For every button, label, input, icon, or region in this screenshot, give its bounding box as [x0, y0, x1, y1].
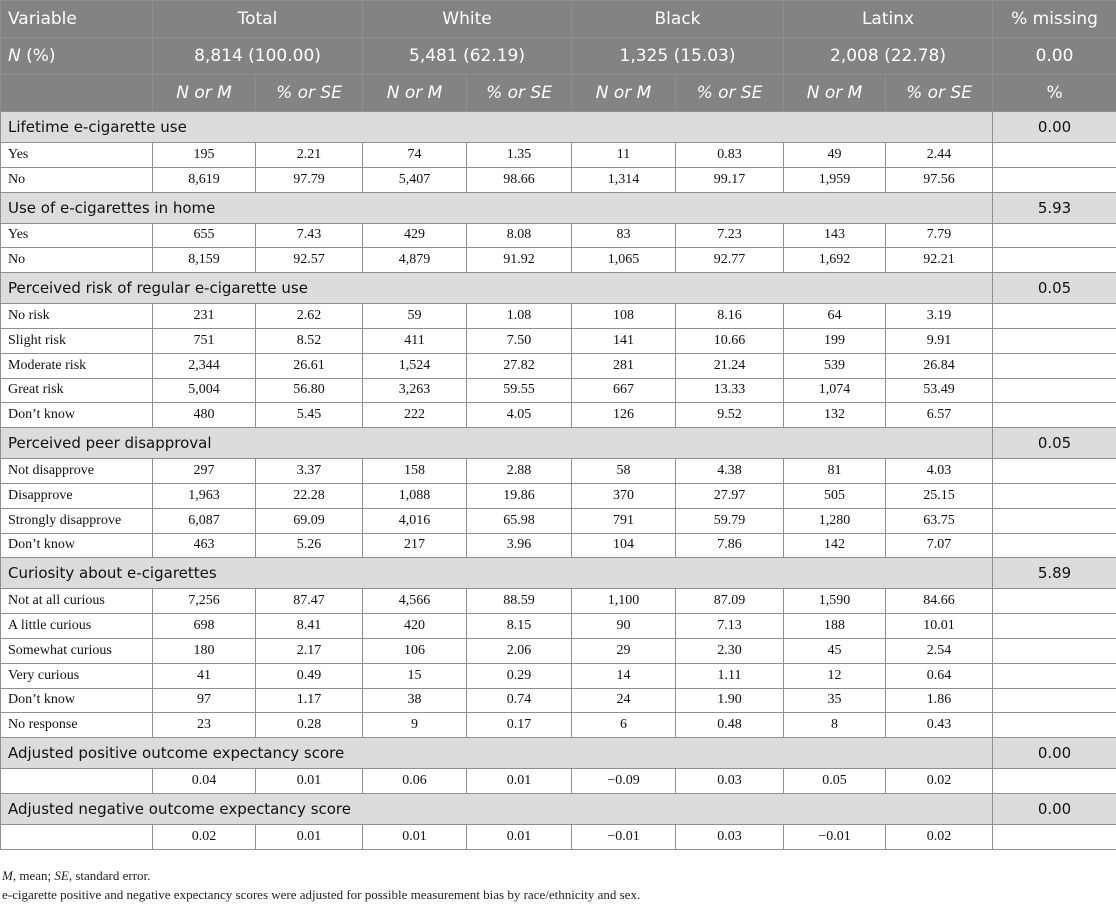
table-cell: 1.35 [467, 143, 572, 168]
table-row [1, 769, 1116, 794]
table-cell: 87.09 [676, 589, 784, 614]
n-total: 8,814 (100.00) [153, 38, 363, 75]
table-cell: 4.38 [676, 459, 784, 484]
table-cell: 7.13 [676, 614, 784, 639]
table-cell: 2.54 [886, 638, 993, 663]
missing-cell [993, 143, 1116, 168]
table-cell: 8,159 [153, 248, 256, 273]
row-label: Don’t know [1, 533, 153, 558]
missing-header: % missing [993, 1, 1116, 38]
row-label: Yes [1, 223, 153, 248]
table-cell: 463 [153, 533, 256, 558]
missing-cell [993, 663, 1116, 688]
table-cell: 21.24 [676, 353, 784, 378]
section-row [1, 192, 1116, 223]
table-row [1, 589, 1116, 614]
table-cell: 25.15 [886, 483, 993, 508]
table-cell: 23 [153, 713, 256, 738]
note-m: M [2, 868, 13, 883]
table-cell: 45 [784, 638, 886, 663]
table-cell: 35 [784, 688, 886, 713]
table-cell: 126 [572, 403, 676, 428]
table-cell: 19.86 [467, 483, 572, 508]
table-cell: 1,959 [784, 167, 886, 192]
table-cell: 143 [784, 223, 886, 248]
table-cell: 8.41 [256, 614, 363, 639]
row-label: No [1, 248, 153, 273]
table-cell: 0.64 [886, 663, 993, 688]
table-row [1, 459, 1116, 484]
n-latinx: 2,008 (22.78) [784, 38, 993, 75]
table-cell: 8 [784, 713, 886, 738]
table-cell: 5.26 [256, 533, 363, 558]
table-cell: 7.43 [256, 223, 363, 248]
table-cell: 420 [363, 614, 467, 639]
table-cell: 84.66 [886, 589, 993, 614]
table-cell: 97 [153, 688, 256, 713]
table-cell: 13.33 [676, 378, 784, 403]
table-cell: 26.84 [886, 353, 993, 378]
section-missing: 0.00 [993, 112, 1116, 143]
missing-cell [993, 223, 1116, 248]
header-row-n [1, 38, 1116, 75]
table-cell: 63.75 [886, 508, 993, 533]
section-missing: 0.00 [993, 738, 1116, 769]
table-row [1, 378, 1116, 403]
missing-cell [993, 304, 1116, 329]
table-cell: 4.03 [886, 459, 993, 484]
n-percent-label [1, 38, 153, 75]
group-header-white: White [363, 1, 572, 38]
table-cell: 8.15 [467, 614, 572, 639]
table-cell: 0.01 [256, 824, 363, 849]
table-cell: 3.37 [256, 459, 363, 484]
row-label: Very curious [1, 663, 153, 688]
section-row [1, 793, 1116, 824]
table-cell: 222 [363, 403, 467, 428]
header-row-groups [1, 1, 1116, 38]
table-cell: 281 [572, 353, 676, 378]
section-title: Curiosity about e-cigarettes [1, 558, 993, 589]
table-cell: 667 [572, 378, 676, 403]
table-cell: 15 [363, 663, 467, 688]
sub-header-pct-black: % or SE [676, 75, 784, 112]
group-header-total: Total [153, 1, 363, 38]
n-label-rest: (%) [20, 46, 56, 66]
table-cell: 92.21 [886, 248, 993, 273]
table-cell: 11 [572, 143, 676, 168]
table-cell: 10.66 [676, 328, 784, 353]
table-cell: 97.56 [886, 167, 993, 192]
table-cell: 0.01 [363, 824, 467, 849]
table-cell: 195 [153, 143, 256, 168]
table-cell: 2.06 [467, 638, 572, 663]
table-cell: 27.82 [467, 353, 572, 378]
group-header-latinx: Latinx [784, 1, 993, 38]
table-cell: 411 [363, 328, 467, 353]
table-cell: 97.79 [256, 167, 363, 192]
table-cell: 0.28 [256, 713, 363, 738]
table-cell: 791 [572, 508, 676, 533]
missing-cell [993, 589, 1116, 614]
table-cell: 0.74 [467, 688, 572, 713]
section-row [1, 273, 1116, 304]
table-cell: 38 [363, 688, 467, 713]
section-missing: 5.93 [993, 192, 1116, 223]
missing-cell [993, 353, 1116, 378]
table-cell: 90 [572, 614, 676, 639]
table-cell: 1,280 [784, 508, 886, 533]
row-label: No [1, 167, 153, 192]
table-cell: 142 [784, 533, 886, 558]
table-cell: 2.30 [676, 638, 784, 663]
table-cell: 0.01 [467, 824, 572, 849]
section-title: Use of e-cigarettes in home [1, 192, 993, 223]
table-cell: −0.01 [572, 824, 676, 849]
table-cell: 104 [572, 533, 676, 558]
row-label: Strongly disapprove [1, 508, 153, 533]
table-cell: 0.03 [676, 769, 784, 794]
table-cell: 2.44 [886, 143, 993, 168]
table-cell: 41 [153, 663, 256, 688]
table-cell: 58 [572, 459, 676, 484]
table-row [1, 304, 1116, 329]
table-cell: 83 [572, 223, 676, 248]
section-row [1, 558, 1116, 589]
sub-header-blank [1, 75, 153, 112]
section-row [1, 112, 1116, 143]
table-cell: 199 [784, 328, 886, 353]
table-cell: 188 [784, 614, 886, 639]
table-row [1, 824, 1116, 849]
table-cell: 0.02 [886, 769, 993, 794]
row-label: A little curious [1, 614, 153, 639]
table-row [1, 223, 1116, 248]
sub-header-pct-latinx: % or SE [886, 75, 993, 112]
table-cell: 1,590 [784, 589, 886, 614]
table-cell: 6,087 [153, 508, 256, 533]
table-cell: 1,314 [572, 167, 676, 192]
section-row [1, 738, 1116, 769]
sub-header-n-latinx: N or M [784, 75, 886, 112]
table-cell: 9.91 [886, 328, 993, 353]
table-row [1, 533, 1116, 558]
row-label [1, 824, 153, 849]
header-row-sub [1, 75, 1116, 112]
row-label: Not at all curious [1, 589, 153, 614]
missing-cell [993, 713, 1116, 738]
missing-cell [993, 614, 1116, 639]
n-label-italic: N [8, 46, 21, 66]
table-cell: 53.49 [886, 378, 993, 403]
section-missing: 0.05 [993, 273, 1116, 304]
table-cell: 1.90 [676, 688, 784, 713]
missing-cell [993, 248, 1116, 273]
variable-header: Variable [1, 1, 153, 38]
table-cell: 1,963 [153, 483, 256, 508]
table-cell: 8.16 [676, 304, 784, 329]
table-cell: 4,879 [363, 248, 467, 273]
table-cell: 2,344 [153, 353, 256, 378]
missing-cell [993, 328, 1116, 353]
table-cell: 1.17 [256, 688, 363, 713]
table-cell: 12 [784, 663, 886, 688]
table-cell: 8.08 [467, 223, 572, 248]
table-notes [2, 866, 1112, 904]
table-cell: 0.02 [886, 824, 993, 849]
table-cell: 5,004 [153, 378, 256, 403]
table-cell: 0.01 [256, 769, 363, 794]
table-cell: 480 [153, 403, 256, 428]
table-cell: 1,692 [784, 248, 886, 273]
row-label: Moderate risk [1, 353, 153, 378]
table-cell: 231 [153, 304, 256, 329]
n-black: 1,325 (15.03) [572, 38, 784, 75]
table-cell: 180 [153, 638, 256, 663]
table-cell: 1,065 [572, 248, 676, 273]
table-cell: 141 [572, 328, 676, 353]
table-cell: 1,074 [784, 378, 886, 403]
row-label: Disapprove [1, 483, 153, 508]
table-row [1, 638, 1116, 663]
missing-cell [993, 769, 1116, 794]
table-cell: 1,088 [363, 483, 467, 508]
table-cell: 2.62 [256, 304, 363, 329]
table-cell: 92.57 [256, 248, 363, 273]
table-cell: 655 [153, 223, 256, 248]
table-cell: 698 [153, 614, 256, 639]
table-cell: 429 [363, 223, 467, 248]
table-cell: 505 [784, 483, 886, 508]
table-cell: 108 [572, 304, 676, 329]
missing-cell [993, 638, 1116, 663]
missing-cell [993, 167, 1116, 192]
table-row [1, 663, 1116, 688]
table-cell: 0.17 [467, 713, 572, 738]
table-cell: 0.03 [676, 824, 784, 849]
table-cell: 0.05 [784, 769, 886, 794]
table-cell: 158 [363, 459, 467, 484]
table-cell: 98.66 [467, 167, 572, 192]
n-white: 5,481 (62.19) [363, 38, 572, 75]
table-cell: 7.86 [676, 533, 784, 558]
table-cell: 0.49 [256, 663, 363, 688]
table-cell: 0.04 [153, 769, 256, 794]
table-cell: 1.11 [676, 663, 784, 688]
row-label: Don’t know [1, 688, 153, 713]
table-cell: 3,263 [363, 378, 467, 403]
table-cell: 3.19 [886, 304, 993, 329]
table-cell: 8.52 [256, 328, 363, 353]
missing-cell [993, 688, 1116, 713]
table-row [1, 167, 1116, 192]
table-cell: 539 [784, 353, 886, 378]
table-cell: 64 [784, 304, 886, 329]
table-cell: 56.80 [256, 378, 363, 403]
missing-cell [993, 824, 1116, 849]
table-cell: 5,407 [363, 167, 467, 192]
table-row [1, 403, 1116, 428]
table-cell: 0.48 [676, 713, 784, 738]
table-row [1, 614, 1116, 639]
section-title: Perceived peer disapproval [1, 428, 993, 459]
table-cell: 0.43 [886, 713, 993, 738]
row-label: No response [1, 713, 153, 738]
table-cell: 88.59 [467, 589, 572, 614]
table-row [1, 713, 1116, 738]
table-cell: 49 [784, 143, 886, 168]
table-cell: 5.45 [256, 403, 363, 428]
note-abbreviations [2, 866, 1112, 885]
table-cell: 0.83 [676, 143, 784, 168]
section-missing: 0.00 [993, 793, 1116, 824]
table-cell: 99.17 [676, 167, 784, 192]
row-label [1, 769, 153, 794]
table-cell: 87.47 [256, 589, 363, 614]
table-cell: 4,016 [363, 508, 467, 533]
table-cell: 9 [363, 713, 467, 738]
table-cell: 1,100 [572, 589, 676, 614]
section-title: Adjusted negative outcome expectancy score [1, 793, 993, 824]
sub-header-n-white: N or M [363, 75, 467, 112]
missing-cell [993, 459, 1116, 484]
row-label: No risk [1, 304, 153, 329]
table-cell: 6 [572, 713, 676, 738]
note-se-desc: , standard error. [68, 868, 151, 883]
table-cell: 7.23 [676, 223, 784, 248]
table-cell: 297 [153, 459, 256, 484]
note-m-desc: , mean; [12, 868, 55, 883]
sub-header-missing: % [993, 75, 1116, 112]
table-cell: 91.92 [467, 248, 572, 273]
sub-header-pct-total: % or SE [256, 75, 363, 112]
table-cell: 27.97 [676, 483, 784, 508]
section-title: Adjusted positive outcome expectancy score [1, 738, 993, 769]
section-row [1, 428, 1116, 459]
table-cell: 370 [572, 483, 676, 508]
row-label: Yes [1, 143, 153, 168]
row-label: Don’t know [1, 403, 153, 428]
table-row [1, 353, 1116, 378]
missing-cell [993, 403, 1116, 428]
table-cell: 0.01 [467, 769, 572, 794]
table-cell: 3.96 [467, 533, 572, 558]
table-cell: 7.50 [467, 328, 572, 353]
table-row [1, 508, 1116, 533]
table-cell: 7,256 [153, 589, 256, 614]
section-missing: 5.89 [993, 558, 1116, 589]
table-cell: 2.88 [467, 459, 572, 484]
table-cell: 0.06 [363, 769, 467, 794]
table-cell: 59.79 [676, 508, 784, 533]
table-cell: 74 [363, 143, 467, 168]
table-row [1, 328, 1116, 353]
table-cell: 59 [363, 304, 467, 329]
missing-cell [993, 533, 1116, 558]
n-missing: 0.00 [993, 38, 1116, 75]
sub-header-n-black: N or M [572, 75, 676, 112]
section-missing: 0.05 [993, 428, 1116, 459]
table-cell: 2.21 [256, 143, 363, 168]
table-cell: 1.86 [886, 688, 993, 713]
table-cell: 8,619 [153, 167, 256, 192]
note-adjustment: e-cigarette positive and negative expectancy scores were adjusted for possible measurement bias by race/ethnicity and sex. [2, 887, 641, 902]
table-cell: 106 [363, 638, 467, 663]
table-cell: 0.02 [153, 824, 256, 849]
note-se: SE [54, 868, 69, 883]
table-cell: 29 [572, 638, 676, 663]
table-row [1, 483, 1116, 508]
table-cell: 2.17 [256, 638, 363, 663]
row-label: Great risk [1, 378, 153, 403]
table-cell: 14 [572, 663, 676, 688]
table-cell: 1.08 [467, 304, 572, 329]
table-cell: 22.28 [256, 483, 363, 508]
row-label: Not disapprove [1, 459, 153, 484]
table-cell: 7.79 [886, 223, 993, 248]
table-row [1, 143, 1116, 168]
table-cell: 132 [784, 403, 886, 428]
table-cell: 4.05 [467, 403, 572, 428]
table-cell: −0.09 [572, 769, 676, 794]
table-cell: 4,566 [363, 589, 467, 614]
missing-cell [993, 483, 1116, 508]
table-cell: 751 [153, 328, 256, 353]
missing-cell [993, 508, 1116, 533]
table-row [1, 688, 1116, 713]
table-cell: 10.01 [886, 614, 993, 639]
table-cell: 24 [572, 688, 676, 713]
table-cell: 9.52 [676, 403, 784, 428]
table-cell: 26.61 [256, 353, 363, 378]
table-cell: 0.29 [467, 663, 572, 688]
section-title: Perceived risk of regular e-cigarette use [1, 273, 993, 304]
sub-header-n-total: N or M [153, 75, 256, 112]
section-title: Lifetime e-cigarette use [1, 112, 993, 143]
table-cell: 65.98 [467, 508, 572, 533]
table-cell: 1,524 [363, 353, 467, 378]
table-cell: 6.57 [886, 403, 993, 428]
table-cell: 7.07 [886, 533, 993, 558]
table-cell: −0.01 [784, 824, 886, 849]
table-cell: 59.55 [467, 378, 572, 403]
table-cell: 92.77 [676, 248, 784, 273]
row-label: Slight risk [1, 328, 153, 353]
sub-header-pct-white: % or SE [467, 75, 572, 112]
group-header-black: Black [572, 1, 784, 38]
row-label: Somewhat curious [1, 638, 153, 663]
missing-cell [993, 378, 1116, 403]
table-cell: 81 [784, 459, 886, 484]
table-cell: 69.09 [256, 508, 363, 533]
table-row [1, 248, 1116, 273]
table-cell: 217 [363, 533, 467, 558]
